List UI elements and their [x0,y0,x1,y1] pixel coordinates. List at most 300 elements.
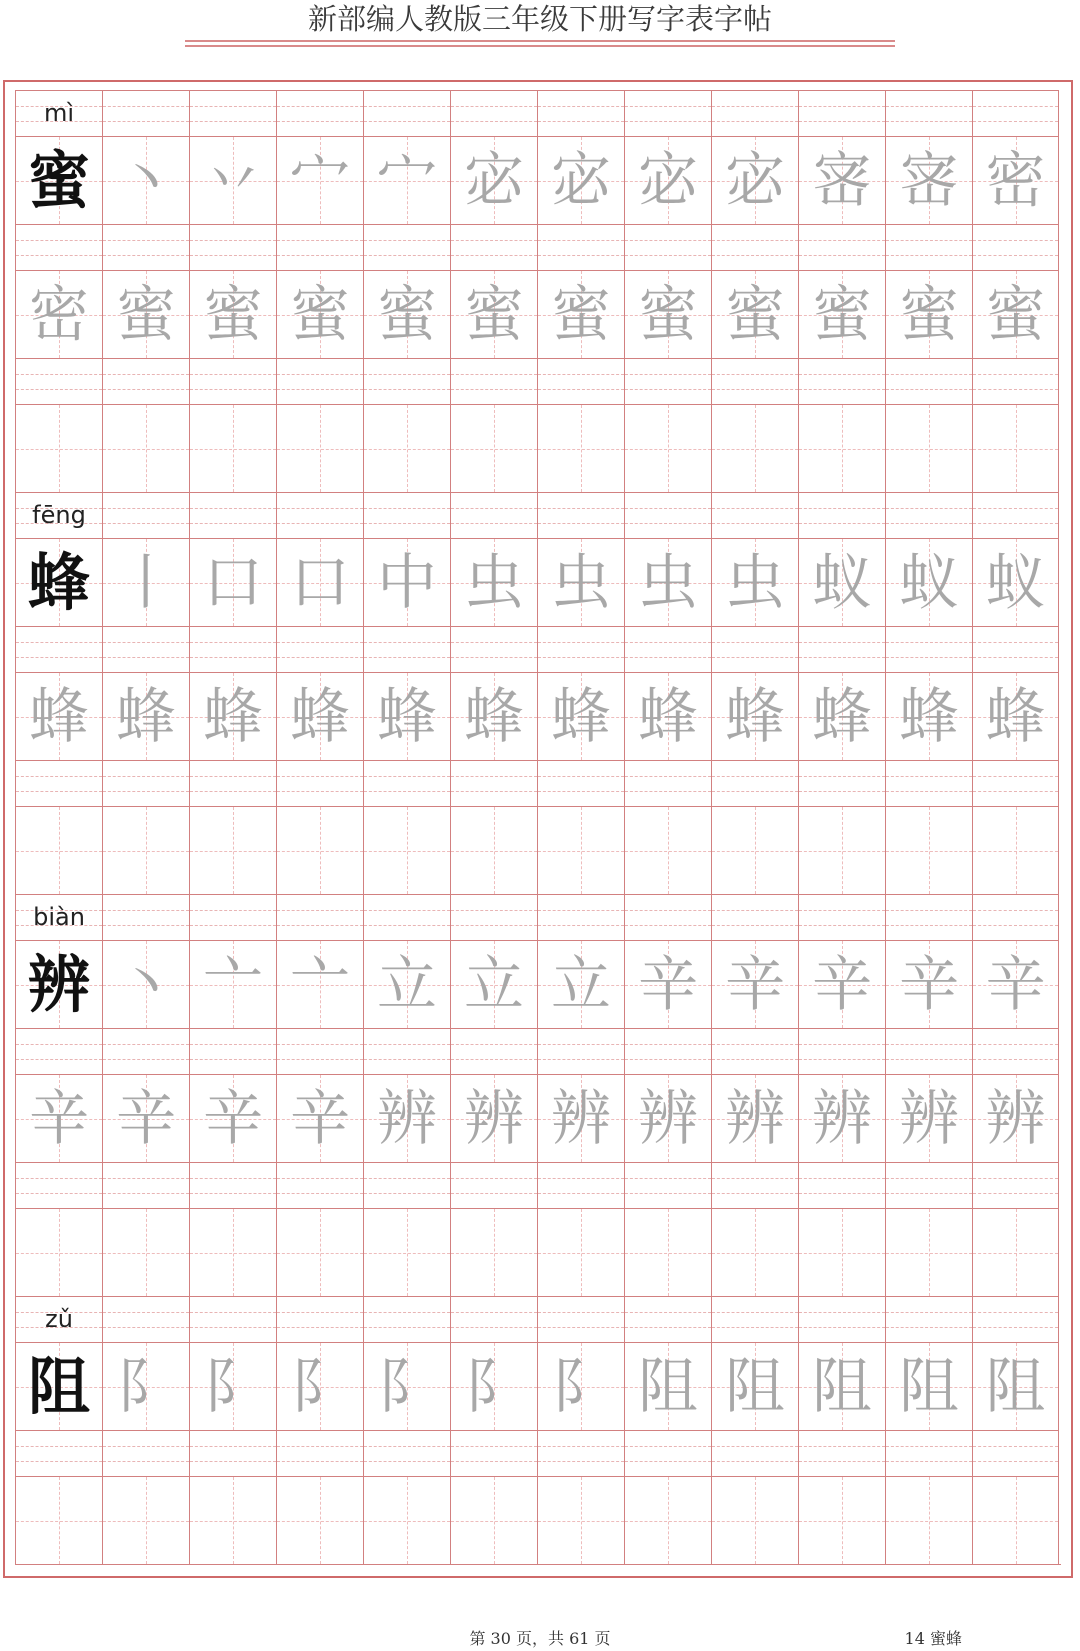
stroke-order-character: 宓 [725,145,785,216]
tian-grid-cell[interactable] [450,672,537,760]
tian-grid-cell[interactable] [276,940,363,1028]
trace-character: 蜜 [203,279,263,350]
tian-grid-cell[interactable] [798,672,885,760]
tian-grid-cell[interactable] [102,1342,189,1430]
tian-grid-cell[interactable] [537,538,624,626]
tian-grid-cell[interactable] [624,806,711,894]
pinyin-cell [624,1162,711,1208]
pinyin-cell [711,358,798,404]
trace-character: 辨 [899,1083,959,1154]
tian-grid-cell[interactable] [885,270,972,358]
tian-grid-cell[interactable] [102,404,189,492]
tian-grid-cell[interactable] [798,940,885,1028]
tian-grid-cell[interactable] [189,1074,276,1162]
pinyin-cell [885,1296,972,1342]
stroke-order-character: 阝 [377,1351,437,1422]
tian-grid-cell[interactable] [711,1476,798,1564]
tian-grid-cell[interactable] [363,136,450,224]
tian-grid-cell[interactable] [624,1208,711,1296]
tian-grid-cell[interactable] [15,404,102,492]
tian-grid-cell[interactable] [537,806,624,894]
tian-grid-cell[interactable] [537,1342,624,1430]
trace-character: 蜂 [377,681,437,752]
tian-grid-cell[interactable] [711,1342,798,1430]
tian-grid-cell[interactable] [711,136,798,224]
tian-grid-cell[interactable] [15,806,102,894]
tian-grid-cell[interactable] [102,672,189,760]
pinyin-cell [450,760,537,806]
tian-grid-cell[interactable] [189,1342,276,1430]
pinyin-cell [711,626,798,672]
tian-grid-cell[interactable] [450,270,537,358]
pinyin-cell [798,1296,885,1342]
pinyin-cell [276,1162,363,1208]
tian-grid-cell[interactable] [972,404,1059,492]
character-row [15,1342,1061,1430]
tian-grid-cell[interactable] [624,1342,711,1430]
trace-character: 蜂 [551,681,611,752]
tian-grid-cell[interactable] [450,404,537,492]
pinyin-cell [363,760,450,806]
tian-grid-cell[interactable] [972,136,1059,224]
trace-character: 辛 [116,1083,176,1154]
pinyin-cell [624,1028,711,1074]
tian-grid-cell[interactable] [537,136,624,224]
trace-character: 辛 [203,1083,263,1154]
stroke-order-character: 阻 [812,1351,872,1422]
trace-character: 蜜 [551,279,611,350]
character-row [15,404,1061,492]
stroke-order-character: 丶 [116,145,176,216]
tian-grid-cell[interactable] [798,136,885,224]
stroke-order-character: 口 [290,547,350,618]
pinyin-cell [15,626,102,672]
pinyin-cell [972,1162,1059,1208]
trace-character: 蜂 [812,681,872,752]
pinyin-cell [189,894,276,940]
tian-grid-cell[interactable] [450,1476,537,1564]
tian-grid-cell[interactable] [276,1208,363,1296]
tian-grid-cell[interactable] [189,538,276,626]
tian-grid-cell[interactable] [102,270,189,358]
pinyin-cell [885,1430,972,1476]
pinyin-cell [972,492,1059,538]
tian-grid-cell[interactable] [624,1476,711,1564]
tian-grid-cell[interactable] [276,1342,363,1430]
tian-grid-cell[interactable] [450,1208,537,1296]
character-row [15,806,1061,894]
pinyin-cell [276,626,363,672]
model-character: 蜜 [27,143,90,217]
tian-grid-cell[interactable] [885,1342,972,1430]
stroke-order-character: 立 [377,949,437,1020]
tian-grid-cell[interactable] [885,404,972,492]
pinyin-cell [798,90,885,136]
tian-grid-cell[interactable] [102,538,189,626]
tian-grid-cell[interactable] [15,270,102,358]
stroke-order-character: 宀 [290,145,350,216]
pinyin-cell [537,1162,624,1208]
trace-character: 蜂 [899,681,959,752]
trace-character: 蜂 [203,681,263,752]
pinyin-cell [15,224,102,270]
pinyin-cell [798,224,885,270]
tian-grid-cell[interactable] [276,270,363,358]
tian-grid-cell[interactable] [972,1342,1059,1430]
pinyin-cell [885,894,972,940]
pinyin-cell [537,1028,624,1074]
pinyin-cell [189,90,276,136]
pinyin-row [15,358,1061,404]
pinyin-cell [711,1296,798,1342]
tian-grid-cell[interactable] [972,1476,1059,1564]
tian-grid-cell[interactable] [189,940,276,1028]
pinyin-row [15,1430,1061,1476]
pinyin-cell [15,358,102,404]
stroke-order-character: 蚁 [985,547,1046,618]
pinyin-cell [102,1430,189,1476]
trace-character: 蜜 [985,279,1046,350]
tian-grid-cell[interactable] [711,404,798,492]
tian-grid-cell[interactable] [363,1342,450,1430]
tian-grid-cell[interactable] [885,538,972,626]
tian-grid-cell[interactable] [798,1342,885,1430]
pinyin-cell [15,492,102,538]
pinyin-cell [276,492,363,538]
pinyin-cell [711,492,798,538]
stroke-order-character: 阝 [203,1351,263,1422]
tian-grid-cell[interactable] [624,940,711,1028]
trace-character: 蜜 [725,279,785,350]
pinyin-cell [102,90,189,136]
tian-grid-cell[interactable] [711,270,798,358]
tian-grid-cell[interactable] [276,672,363,760]
stroke-order-character: 虫 [464,547,524,618]
tian-grid-cell[interactable] [15,1476,102,1564]
stroke-order-character: 丶 [116,949,176,1020]
trace-character: 蜂 [725,681,785,752]
pinyin-cell [102,492,189,538]
pinyin-row [15,626,1061,672]
tian-grid-cell[interactable] [798,1208,885,1296]
pinyin-cell [885,90,972,136]
tian-grid-cell[interactable] [189,1476,276,1564]
tian-grid-cell[interactable] [972,672,1059,760]
pinyin-cell [450,492,537,538]
tian-grid-cell[interactable] [15,1342,102,1430]
stroke-order-character: 阻 [899,1351,959,1422]
tian-grid-cell[interactable] [450,806,537,894]
stroke-order-character: 虫 [638,547,698,618]
character-row [15,672,1061,760]
tian-grid-cell[interactable] [15,136,102,224]
tian-grid-cell[interactable] [885,1208,972,1296]
tian-grid-cell[interactable] [102,940,189,1028]
pinyin-cell [363,1296,450,1342]
pinyin-cell [885,1028,972,1074]
pinyin-cell [276,358,363,404]
trace-character: 蜂 [29,681,89,752]
tian-grid-cell[interactable] [624,538,711,626]
tian-grid-cell[interactable] [885,1476,972,1564]
tian-grid-cell[interactable] [711,538,798,626]
tian-grid-cell[interactable] [624,672,711,760]
pinyin-label: zǔ [45,1305,73,1333]
character-row [15,136,1061,224]
pinyin-label: mì [43,99,75,127]
tian-grid-cell[interactable] [363,1208,450,1296]
character-block [15,492,1061,894]
lesson-label: 14 蜜蜂 [904,1629,962,1648]
tian-grid-cell[interactable] [15,1208,102,1296]
stroke-order-character: 辛 [725,949,785,1020]
stroke-order-character: 阝 [464,1351,524,1422]
pinyin-cell [102,1296,189,1342]
trace-character: 蜜 [899,279,959,350]
pinyin-row [15,894,1061,940]
tian-grid-cell[interactable] [885,672,972,760]
trace-character: 辨 [464,1083,524,1154]
pinyin-cell [102,760,189,806]
pinyin-cell [15,1430,102,1476]
tian-grid-cell[interactable] [363,1074,450,1162]
tian-grid-cell[interactable] [102,136,189,224]
stroke-order-character: 阝 [116,1351,176,1422]
stroke-order-character: 辛 [985,949,1046,1020]
stroke-order-character: 宓 [551,145,611,216]
pinyin-cell [624,224,711,270]
pinyin-cell [711,760,798,806]
tian-grid-cell[interactable] [711,806,798,894]
trace-character: 蜜 [116,279,176,350]
tian-grid-cell[interactable] [798,806,885,894]
trace-character: 辨 [812,1083,872,1154]
tian-grid-cell[interactable] [102,806,189,894]
tian-grid-cell[interactable] [189,270,276,358]
tian-grid-cell[interactable] [798,538,885,626]
trace-character: 蜂 [638,681,698,752]
tian-grid-cell[interactable] [537,1074,624,1162]
tian-grid-cell[interactable] [102,1074,189,1162]
pinyin-cell [450,1162,537,1208]
tian-grid-cell[interactable] [537,1476,624,1564]
model-character: 阻 [27,1349,90,1423]
pinyin-cell [363,492,450,538]
pinyin-cell [624,760,711,806]
model-character: 辨 [27,947,90,1021]
stroke-order-character: 丷 [203,145,263,216]
tian-grid-cell[interactable] [15,538,102,626]
tian-grid-cell[interactable] [276,806,363,894]
pinyin-cell [450,894,537,940]
tian-grid-cell[interactable] [537,672,624,760]
stroke-order-character: 虫 [551,547,611,618]
trace-character: 蜜 [638,279,698,350]
pinyin-cell [189,492,276,538]
pinyin-cell [624,1430,711,1476]
pinyin-cell [885,358,972,404]
pinyin-cell [363,894,450,940]
pinyin-cell [102,894,189,940]
pinyin-cell [450,626,537,672]
pinyin-cell [711,224,798,270]
stroke-order-character: 虫 [725,547,785,618]
pinyin-cell [711,90,798,136]
tian-grid-cell[interactable] [363,940,450,1028]
tian-grid-cell[interactable] [363,672,450,760]
tian-grid-cell[interactable] [537,940,624,1028]
pinyin-cell [537,224,624,270]
tian-grid-cell[interactable] [450,1342,537,1430]
stroke-order-character: 亠 [290,949,350,1020]
trace-character: 辛 [29,1083,89,1154]
pinyin-cell [537,626,624,672]
pinyin-cell [450,90,537,136]
tian-grid-cell[interactable] [798,1074,885,1162]
trace-character: 辛 [290,1083,350,1154]
trace-character: 辨 [985,1083,1046,1154]
tian-grid-cell[interactable] [798,270,885,358]
pinyin-cell [363,90,450,136]
pinyin-cell [624,492,711,538]
pinyin-cell [276,224,363,270]
pinyin-cell [711,1162,798,1208]
tian-grid-cell[interactable] [189,136,276,224]
tian-grid-cell[interactable] [363,538,450,626]
tian-grid-cell[interactable] [276,1074,363,1162]
tian-grid-cell[interactable] [363,270,450,358]
tian-grid-cell[interactable] [972,538,1059,626]
tian-grid-cell[interactable] [15,672,102,760]
tian-grid-cell[interactable] [276,1476,363,1564]
pinyin-cell [15,894,102,940]
stroke-order-character: 宓 [464,145,524,216]
tian-grid-cell[interactable] [798,404,885,492]
tian-grid-cell[interactable] [885,940,972,1028]
pinyin-cell [798,1430,885,1476]
character-row [15,270,1061,358]
tian-grid-cell[interactable] [537,404,624,492]
tian-grid-cell[interactable] [15,940,102,1028]
tian-grid-cell[interactable] [450,136,537,224]
tian-grid-cell[interactable] [711,940,798,1028]
tian-grid-cell[interactable] [624,1074,711,1162]
character-row [15,1476,1061,1564]
tian-grid-cell[interactable] [189,404,276,492]
pinyin-cell [624,90,711,136]
pinyin-cell [972,1430,1059,1476]
pinyin-cell [189,224,276,270]
tian-grid-cell[interactable] [189,672,276,760]
pinyin-cell [798,626,885,672]
pinyin-cell [972,1296,1059,1342]
pinyin-cell [363,358,450,404]
tian-grid-cell[interactable] [711,1074,798,1162]
tian-grid-cell[interactable] [885,136,972,224]
stroke-order-character: 阝 [290,1351,350,1422]
stroke-order-character: 亠 [203,949,263,1020]
tian-grid-cell[interactable] [972,806,1059,894]
trace-character: 辨 [638,1083,698,1154]
pinyin-cell [537,1296,624,1342]
trace-character: 蜜 [290,279,350,350]
tian-grid-cell[interactable] [189,1208,276,1296]
pinyin-cell [276,90,363,136]
pinyin-cell [537,90,624,136]
pinyin-cell [972,626,1059,672]
pinyin-cell [276,1430,363,1476]
tian-grid-cell[interactable] [450,1074,537,1162]
tian-grid-cell[interactable] [450,940,537,1028]
tian-grid-cell[interactable] [537,270,624,358]
pinyin-cell [972,760,1059,806]
pinyin-cell [537,492,624,538]
tian-grid-cell[interactable] [972,1074,1059,1162]
trace-character: 密 [29,279,89,350]
tian-grid-cell[interactable] [102,1476,189,1564]
tian-grid-cell[interactable] [972,940,1059,1028]
pinyin-cell [363,1162,450,1208]
tian-grid-cell[interactable] [15,1074,102,1162]
stroke-order-character: 阻 [985,1351,1046,1422]
character-block [15,894,1061,1296]
tian-grid-cell[interactable] [276,136,363,224]
pinyin-cell [798,1162,885,1208]
pinyin-cell [885,1162,972,1208]
tian-grid-cell[interactable] [363,404,450,492]
tian-grid-cell[interactable] [537,1208,624,1296]
pinyin-cell [276,1028,363,1074]
stroke-order-character: 宻 [812,145,872,216]
pinyin-cell [363,626,450,672]
pinyin-cell [624,1296,711,1342]
tian-grid-cell[interactable] [972,270,1059,358]
tian-grid-cell[interactable] [624,404,711,492]
model-character: 蜂 [27,545,90,619]
tian-grid-cell[interactable] [450,538,537,626]
tian-grid-cell[interactable] [189,806,276,894]
pinyin-cell [363,224,450,270]
pinyin-cell [537,1430,624,1476]
tian-grid-cell[interactable] [276,538,363,626]
pinyin-cell [102,358,189,404]
tian-grid-cell[interactable] [363,806,450,894]
trace-character: 蜜 [377,279,437,350]
tian-grid-cell[interactable] [624,270,711,358]
pinyin-label: biàn [33,903,85,931]
pinyin-cell [798,1028,885,1074]
pinyin-cell [972,894,1059,940]
tian-grid-cell[interactable] [798,1476,885,1564]
pinyin-cell [624,358,711,404]
tian-grid-cell[interactable] [711,1208,798,1296]
tian-grid-cell[interactable] [102,1208,189,1296]
tian-grid-cell[interactable] [972,1208,1059,1296]
tian-grid-cell[interactable] [624,136,711,224]
pinyin-cell [624,626,711,672]
pinyin-cell [189,1162,276,1208]
tian-grid-cell[interactable] [363,1476,450,1564]
stroke-order-character: 立 [551,949,611,1020]
tian-grid-cell[interactable] [885,806,972,894]
tian-grid-cell[interactable] [711,672,798,760]
stroke-order-character: 辛 [812,949,872,1020]
pinyin-cell [885,626,972,672]
tian-grid-cell[interactable] [885,1074,972,1162]
pinyin-cell [276,894,363,940]
stroke-order-character: 宀 [377,145,437,216]
tian-grid-cell[interactable] [276,404,363,492]
